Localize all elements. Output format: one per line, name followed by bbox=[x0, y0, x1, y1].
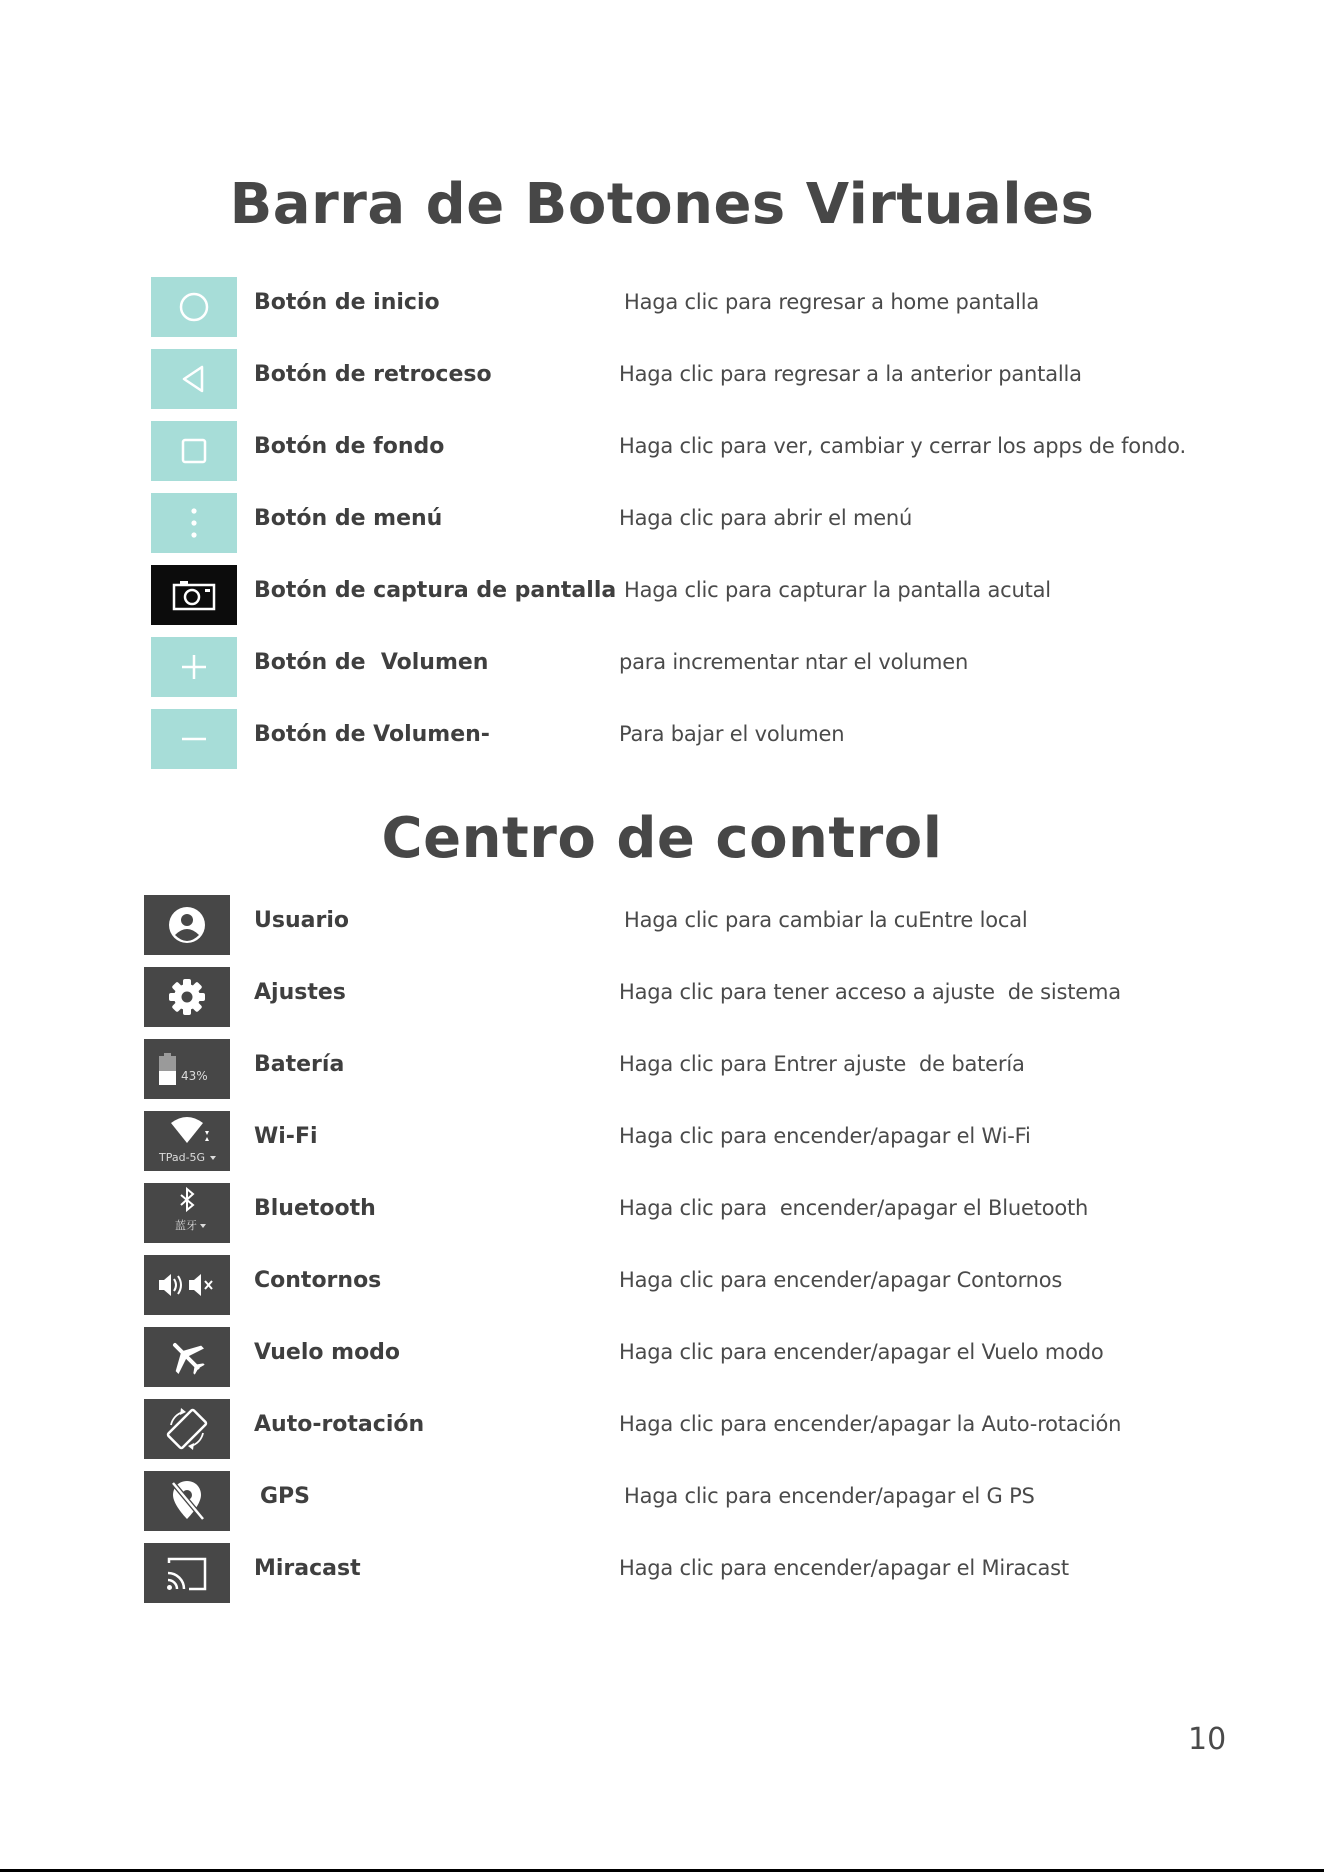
list-item-volume-down-button bbox=[0, 709, 1324, 771]
minus-icon bbox=[151, 709, 237, 769]
item-label: Ajustes bbox=[254, 980, 346, 1005]
list-item-recents-button bbox=[0, 421, 1324, 483]
item-label: Auto-rotación bbox=[254, 1412, 425, 1437]
item-description: Haga clic para encender/apagar el Bluetooth bbox=[619, 1196, 1089, 1220]
battery-icon bbox=[144, 1039, 230, 1099]
item-description: Para bajar el volumen bbox=[619, 722, 845, 746]
item-description: Haga clic para encender/apagar Contornos bbox=[619, 1268, 1063, 1292]
list-item-miracast bbox=[0, 1543, 1324, 1605]
list-item-gps bbox=[0, 1471, 1324, 1533]
item-description: Haga clic para encender/apagar el Miracast bbox=[619, 1556, 1069, 1580]
camera-icon bbox=[151, 565, 237, 625]
recent-apps-square-icon bbox=[151, 421, 237, 481]
item-description: Haga clic para encender/apagar la Auto-rotación bbox=[619, 1412, 1122, 1436]
item-label: Vuelo modo bbox=[254, 1340, 401, 1365]
item-label: Bluetooth bbox=[254, 1196, 376, 1221]
section-title-control-center: Centro de control bbox=[381, 806, 943, 871]
list-item-menu-button bbox=[0, 493, 1324, 555]
item-description: Haga clic para encender/apagar el G PS bbox=[624, 1484, 1035, 1508]
item-description: Haga clic para regresar a home pantalla bbox=[624, 290, 1040, 314]
item-description: Haga clic para cambiar la cuEntre local bbox=[624, 908, 1028, 932]
item-description: Haga clic para tener acceso a ajuste de sistema bbox=[619, 980, 1121, 1004]
item-label: Botón de Volumen bbox=[254, 650, 489, 675]
list-item-wifi bbox=[0, 1111, 1324, 1173]
page-number: 10 bbox=[1188, 1722, 1227, 1757]
airplane-icon bbox=[144, 1327, 230, 1387]
item-label: Botón de fondo bbox=[254, 434, 445, 459]
item-label: Botón de retroceso bbox=[254, 362, 492, 387]
list-item-home-button bbox=[0, 277, 1324, 339]
plus-icon bbox=[151, 637, 237, 697]
wifi-icon bbox=[144, 1111, 230, 1171]
item-description: Haga clic para regresar a la anterior pantalla bbox=[619, 362, 1082, 386]
bluetooth-name: 蓝牙 bbox=[175, 1219, 197, 1232]
list-item-back-button bbox=[0, 349, 1324, 411]
item-label: GPS bbox=[260, 1484, 311, 1509]
item-label: Botón de Volumen- bbox=[254, 722, 490, 747]
section-title-virtual-buttons: Barra de Botones Virtuales bbox=[229, 172, 1095, 237]
item-description: para incrementar ntar el volumen bbox=[619, 650, 969, 674]
bluetooth-icon bbox=[144, 1183, 230, 1243]
sound-mute-icon bbox=[144, 1255, 230, 1315]
cast-icon bbox=[144, 1543, 230, 1603]
item-description: Haga clic para encender/apagar el Wi-Fi bbox=[619, 1124, 1031, 1148]
list-item-screenshot-button bbox=[0, 565, 1324, 627]
list-item-volume-up-button bbox=[0, 637, 1324, 699]
auto-rotate-icon bbox=[144, 1399, 230, 1459]
back-triangle-icon bbox=[151, 349, 237, 409]
list-item-user bbox=[0, 895, 1324, 957]
item-description: Haga clic para Entrer ajuste de batería bbox=[619, 1052, 1025, 1076]
list-item-settings bbox=[0, 967, 1324, 1029]
list-item-sound bbox=[0, 1255, 1324, 1317]
wifi-network-name: TPad-5G bbox=[159, 1151, 206, 1164]
list-item-airplane-mode bbox=[0, 1327, 1324, 1389]
item-description: Haga clic para abrir el menú bbox=[619, 506, 913, 530]
item-description: Haga clic para ver, cambiar y cerrar los apps de fondo. bbox=[619, 434, 1186, 458]
battery-percent-text: 43% bbox=[181, 1069, 208, 1083]
item-label: Botón de menú bbox=[254, 506, 443, 531]
item-label: Contornos bbox=[254, 1268, 382, 1293]
location-off-icon bbox=[144, 1471, 230, 1531]
menu-dots-icon bbox=[151, 493, 237, 553]
list-item-auto-rotate bbox=[0, 1399, 1324, 1461]
item-label: Botón de captura de pantalla bbox=[254, 578, 617, 603]
user-icon bbox=[144, 895, 230, 955]
item-label: Wi-Fi bbox=[254, 1124, 318, 1149]
item-description: Haga clic para encender/apagar el Vuelo modo bbox=[619, 1340, 1104, 1364]
item-label: Usuario bbox=[254, 908, 349, 933]
item-label: Batería bbox=[254, 1052, 345, 1077]
home-circle-icon bbox=[151, 277, 237, 337]
list-item-battery bbox=[0, 1039, 1324, 1101]
list-item-bluetooth bbox=[0, 1183, 1324, 1245]
item-description: Haga clic para capturar la pantalla acutal bbox=[624, 578, 1051, 602]
item-label: Miracast bbox=[254, 1556, 361, 1581]
gear-icon bbox=[144, 967, 230, 1027]
item-label: Botón de inicio bbox=[254, 290, 440, 315]
